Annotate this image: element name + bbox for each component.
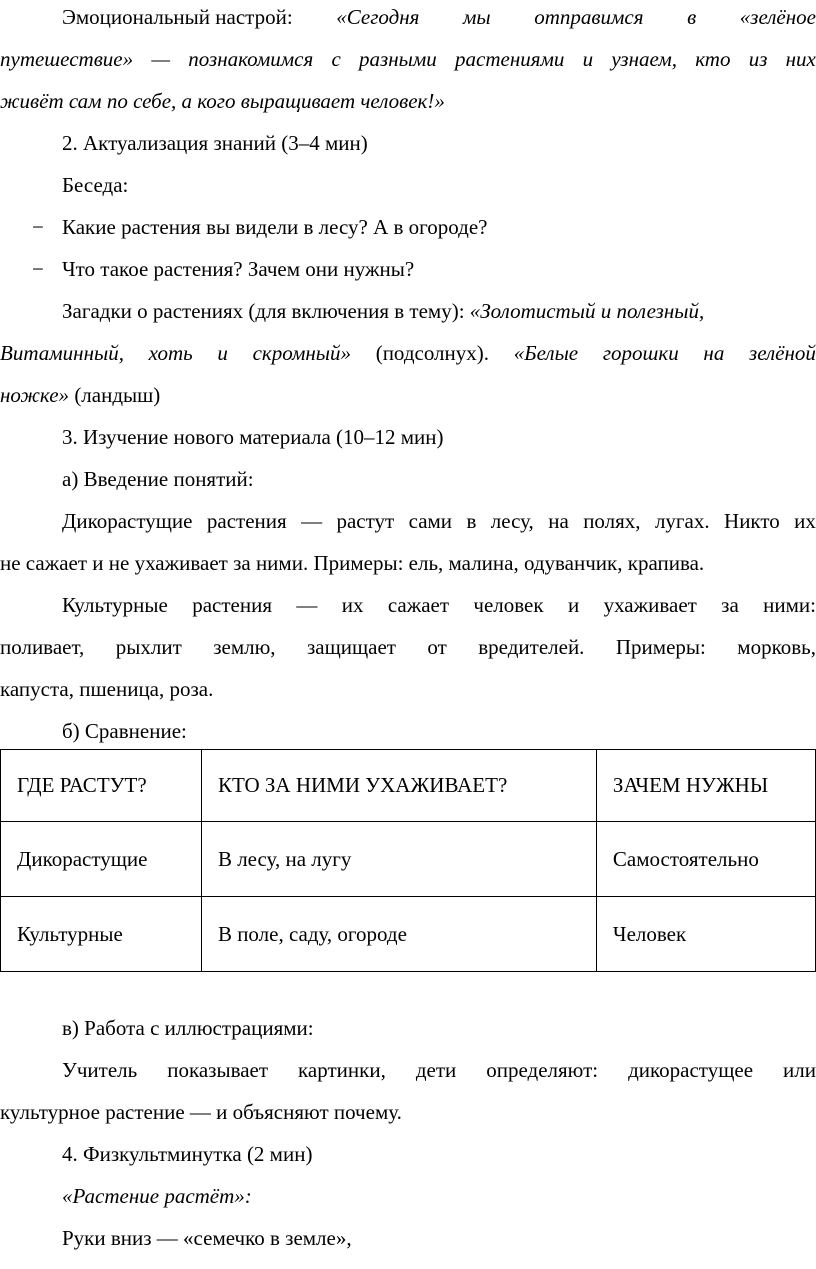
riddles-line-2 <box>0 332 816 374</box>
illus-line-2: культурное растение — и объясняют почему. <box>0 1100 402 1124</box>
text-word: и <box>567 593 580 617</box>
riddle-word: скромный» <box>252 341 351 365</box>
game-title-text: «Растение растёт»: <box>62 1184 252 1208</box>
riddles-line-3 <box>0 374 816 416</box>
intro-word: «Сегодня <box>336 5 420 29</box>
text-word: определяют: <box>486 1058 599 1082</box>
riddle-word: горошки <box>602 341 679 365</box>
intro-word: отправимся <box>534 5 644 29</box>
subsection-a: а) Введение понятий: <box>62 467 254 491</box>
text-word: полях, <box>583 509 641 533</box>
table-cell: Самостоятельно <box>596 822 815 897</box>
intro-word: из <box>748 47 768 71</box>
table-row <box>1 822 816 897</box>
wild-line-1 <box>0 500 816 542</box>
table-header-cell: ГДЕ РАСТУТ? <box>1 750 202 822</box>
table-cell: Человек <box>596 897 815 972</box>
subsection-c: в) Работа с иллюстрациями: <box>62 1016 314 1040</box>
table-cell: В поле, саду, огороде <box>201 897 596 972</box>
text-word: лугах. <box>654 509 710 533</box>
text-word: растения <box>192 593 272 617</box>
intro-word: кто <box>695 47 731 71</box>
riddle-word: зелёной <box>749 341 816 365</box>
text-word: дикорастущее <box>628 1058 754 1082</box>
text-word: — <box>301 509 323 533</box>
text-word: картинки, <box>298 1058 386 1082</box>
dash-bullet: − <box>32 257 44 281</box>
intro-word: «зелёное <box>739 5 816 29</box>
text-word: сами <box>408 509 453 533</box>
table-row <box>1 897 816 972</box>
question-text: Что такое растения? Зачем они нужны? <box>62 257 415 281</box>
text-word: их <box>794 509 816 533</box>
text-word: в <box>466 509 477 533</box>
riddles-line-1 <box>0 290 816 332</box>
table-header-cell: КТО ЗА НИМИ УХАЖИВАЕТ? <box>201 750 596 822</box>
intro-line-3 <box>0 80 816 122</box>
text-word: Никто <box>724 509 780 533</box>
cult-line-3: капуста, пшеница, роза. <box>0 677 214 701</box>
intro-word: растениями <box>455 47 565 71</box>
text-word: растения <box>206 509 287 533</box>
text-word: их <box>341 593 364 617</box>
text-word: — <box>296 593 318 617</box>
cult-line-1 <box>0 584 816 626</box>
game-title <box>0 1175 816 1217</box>
riddle-word: и <box>217 341 228 365</box>
intro-line-1 <box>0 0 816 38</box>
text-word: растут <box>336 509 395 533</box>
riddle-1-start: «Золотистый и полезный, <box>469 299 705 323</box>
text-word: или <box>783 1058 816 1082</box>
table-cell: Культурные <box>1 897 202 972</box>
riddle-word: «Белые <box>513 341 579 365</box>
text-word: Дикорастущие <box>62 509 193 533</box>
text-word: защищает <box>306 635 396 659</box>
intro-word: мы <box>463 5 491 29</box>
intro-word: с <box>331 47 341 71</box>
text-word: лесу, <box>490 509 534 533</box>
intro-word: — <box>151 47 171 71</box>
text-word: поливает, <box>0 635 85 659</box>
intro-quote-end: живёт сам по себе, а кого выращивает человек!» <box>0 89 445 113</box>
text-word: вредителей. <box>478 635 585 659</box>
intro-word: и <box>582 47 594 71</box>
comparison-table-wrap <box>0 749 816 974</box>
table-header-cell: ЗАЧЕМ НУЖНЫ <box>596 750 815 822</box>
table-cell: Дикорастущие <box>1 822 202 897</box>
intro-word: узнаем, <box>611 47 677 71</box>
text-word: на <box>548 509 569 533</box>
dash-bullet: − <box>32 215 44 239</box>
text-word: Учитель <box>62 1058 138 1082</box>
riddle-word: на <box>703 341 725 365</box>
text-word: за <box>721 593 739 617</box>
table-cell: В лесу, на лугу <box>201 822 596 897</box>
intro-line-2 <box>0 38 816 80</box>
intro-word: них <box>785 47 816 71</box>
riddles-prefix: Загадки о растениях (для включения в тему): <box>62 299 465 323</box>
cult-line-2 <box>0 626 816 668</box>
illus-line-1 <box>0 1049 816 1091</box>
intro-word: путешествие» <box>0 47 134 71</box>
text-word: Примеры: <box>615 635 706 659</box>
text-word: человек <box>473 593 544 617</box>
riddle-2-answer: (ландыш) <box>74 383 161 407</box>
text-word: дети <box>415 1058 457 1082</box>
text-word: сажает <box>387 593 450 617</box>
intro-label: Эмоциональный настрой: <box>62 5 293 29</box>
intro-word: в <box>687 5 697 29</box>
subsection-b: б) Сравнение: <box>62 719 187 743</box>
riddle-word: Витаминный, <box>0 341 124 365</box>
intro-word: познакомимся <box>188 47 314 71</box>
text-word: Культурные <box>62 593 168 617</box>
table-header-row <box>1 750 816 822</box>
text-word: ними: <box>763 593 816 617</box>
riddle-1-answer: (подсолнух). <box>375 341 490 365</box>
text-word: землю, <box>213 635 276 659</box>
text-word: ухаживает <box>603 593 697 617</box>
text-word: показывает <box>167 1058 269 1082</box>
conversation-label: Беседа: <box>62 173 129 197</box>
section-2-title: 2. Актуализация знаний (3–4 мин) <box>62 131 368 155</box>
section-3-title: 3. Изучение нового материала (10–12 мин) <box>62 425 444 449</box>
comparison-table <box>0 749 816 972</box>
riddle-word: хоть <box>148 341 193 365</box>
riddle-2-end: ножке» <box>0 383 70 407</box>
text-word: морковь, <box>737 635 816 659</box>
question-text: Какие растения вы видели в лесу? А в огороде? <box>62 215 488 239</box>
exercise-line-1: Руки вниз — «семечко в земле», <box>62 1226 352 1250</box>
text-word: от <box>427 635 447 659</box>
intro-word: разными <box>359 47 437 71</box>
section-4-title: 4. Физкультминутка (2 мин) <box>62 1142 313 1166</box>
wild-line-2: не сажает и не ухаживает за ними. Примеры: ель, малина, одуванчик, крапива. <box>0 551 705 575</box>
text-word: рыхлит <box>115 635 182 659</box>
